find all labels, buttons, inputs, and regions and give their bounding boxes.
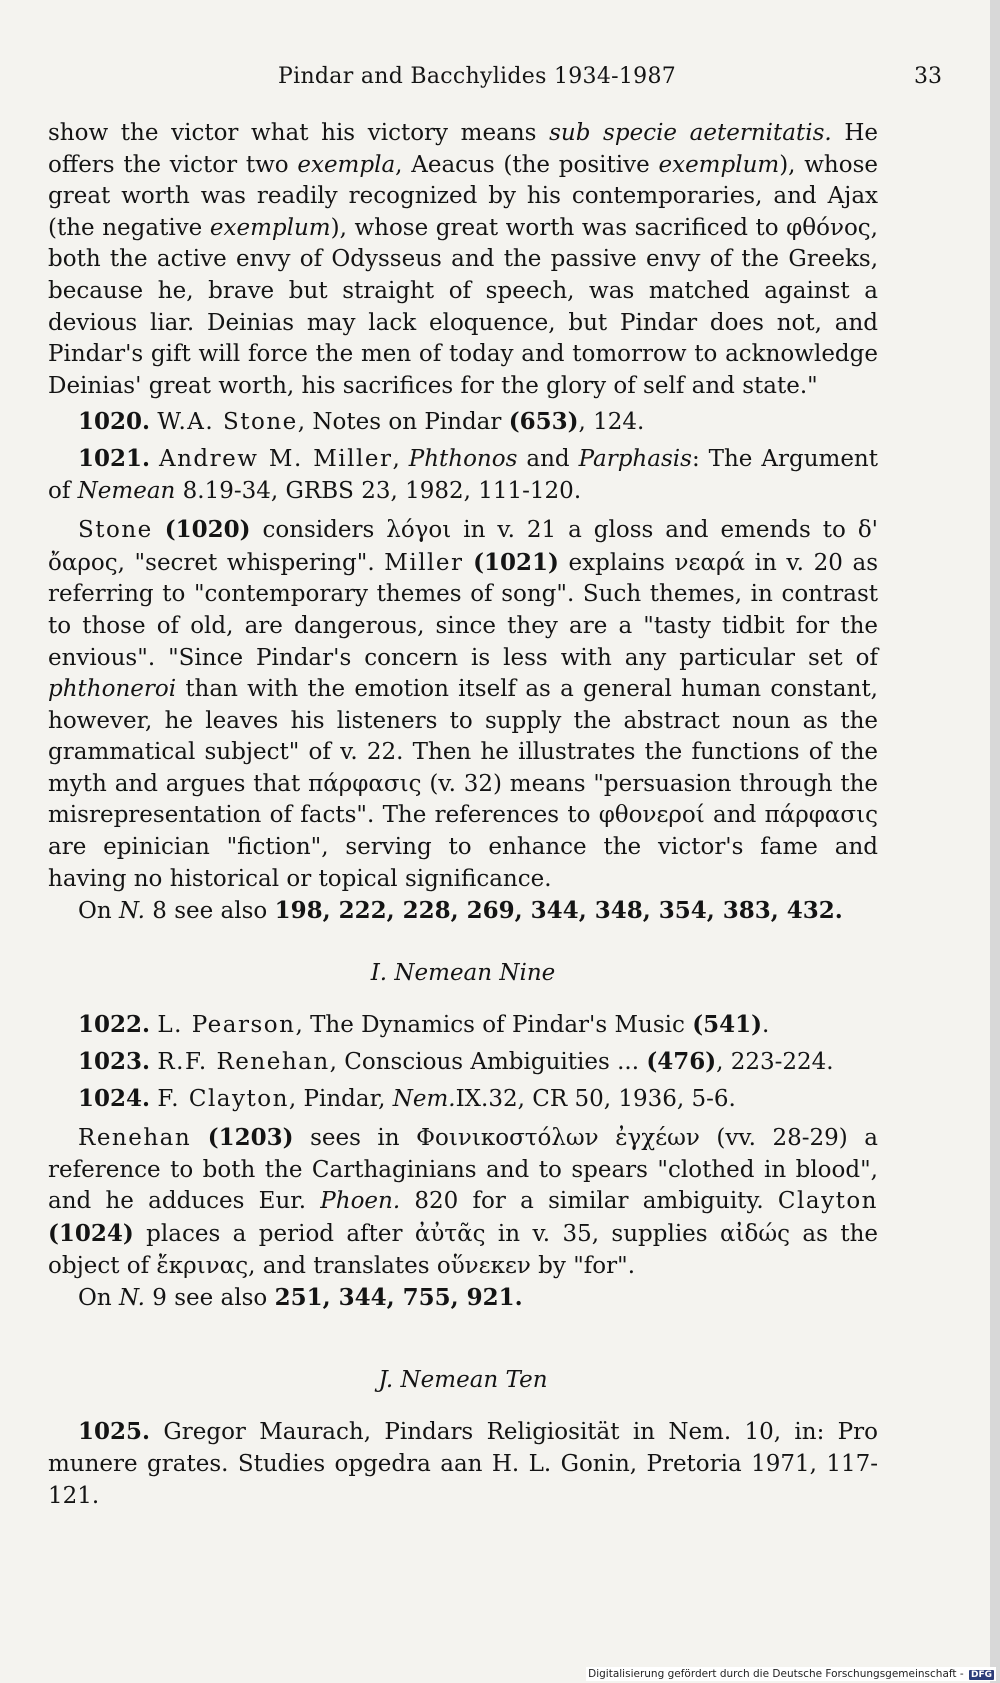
entry-number: 1025. <box>78 1418 151 1446</box>
page-number: 33 <box>914 64 942 89</box>
entry-author: F. Clayton <box>157 1085 289 1112</box>
digitization-footer: Digitalisierung gefördert durch die Deutsche Forschungsgemeinschaft - DFG <box>586 1667 996 1681</box>
entry-author: Andrew M. Miller <box>159 445 393 472</box>
bib-entry-1021: 1021. Andrew M. Miller, Phthonos and Parphasis: The Argument of Nemean 8.19-34, GRBS 23, 1982, 111-120. <box>48 444 878 504</box>
bib-entry-1022: 1022. L. Pearson, The Dynamics of Pindar's Music (541). <box>78 1011 770 1039</box>
entry-number: 1020. <box>78 408 151 436</box>
commentary-stone-miller: Stone (1020) considers λόγοι in v. 21 a gloss and emends to δ' ὄαρος, "secret whispering". Miller (1021) explains νεαρά in v. 20 as referring to "contemporary themes of song". Such themes, in contrast to those of old, are dangerous, since they are a "tasty tidbit for the envious". "Since Pindar's concern is less with any particular set of phthoneroi than with the emotion itself as a general human constant, however, he leaves his listeners to supply the abstract noun as the grammatical subject" of v. 22. Then he illustrates the functions of the myth and argues that πάρφασις (v. 32) means "persuasion through the misrepresentation of facts". The references to φθονεροί and πάρφασις are epinician "fiction", serving to enhance the victor's fame and having no historical or topical significance. <box>48 516 878 892</box>
section-heading-nemean-ten: J. Nemean Ten <box>378 1366 548 1393</box>
bib-entry-1020: 1020. W.A. Stone, Notes on Pindar (653), 124. <box>78 408 645 436</box>
entry-number: 1024. <box>78 1084 151 1112</box>
see-also-n9: On N. 9 see also 251, 344, 755, 921. <box>78 1284 523 1312</box>
scan-gutter <box>990 0 1000 1683</box>
running-head <box>48 60 942 94</box>
bib-entry-1023: 1023. R.F. Renehan, Conscious Ambiguities ... (476), 223-224. <box>78 1048 834 1076</box>
entry-author: L. Pearson <box>157 1012 296 1039</box>
entry-author: R.F. Renehan <box>157 1049 330 1076</box>
see-also-n8: On N. 8 see also 198, 222, 228, 269, 344, 348, 354, 383, 432. <box>78 897 843 925</box>
page-body <box>48 118 878 1512</box>
entry-author: W.A. Stone <box>157 409 298 436</box>
commentary-renehan-clayton: Renehan (1203) sees in Φοινικοστόλων ἐγχέων (vv. 28-29) a reference to both the Carthaginians and to spears "clothed in blood", and he adduces Eur. Phoen. 820 for a similar ambiguity. Clayton (1024) places a period after ἀὐτᾶς in v. 35, supplies αἰδώς as the object of ἔκρινας, and translates οὕνεκεν by "for". <box>48 1124 879 1279</box>
bib-entry-1024: 1024. F. Clayton, Pindar, Nem.IX.32, CR 50, 1936, 5-6. <box>78 1084 736 1112</box>
entry-number: 1022. <box>78 1011 151 1039</box>
section-heading-nemean-nine: I. Nemean Nine <box>370 959 556 986</box>
entry-number: 1023. <box>78 1048 151 1076</box>
dfg-logo: DFG <box>970 1670 992 1680</box>
bib-entry-1025: 1025. Gregor Maurach, Pindars Religiosität in Nem. 10, in: Pro munere grates. Studies opgedra aan H. L. Gonin, Pretoria 1971, 117-121. <box>48 1418 878 1509</box>
intro-paragraph: show the victor what his victory means sub specie aeternitatis. He offers the victor two exempla, Aeacus (the positive exemplum), whose great worth was readily recognized by his contemporaries, and Ajax (the negative exemplum), whose great worth was sacrificed to φθόνος, both the active envy of Odysseus and the passive envy of the Greeks, because he, brave but straight of speech, was matched against a devious liar. Deinias may lack eloquence, but Pindar does not, and Pindar's gift will force the men of today and tomorrow to acknowledge Deinias' great worth, his sacrifices for the glory of self and state." <box>48 120 878 399</box>
running-title: Pindar and Bacchylides 1934-1987 <box>278 64 677 89</box>
entry-number: 1021. <box>78 444 151 472</box>
